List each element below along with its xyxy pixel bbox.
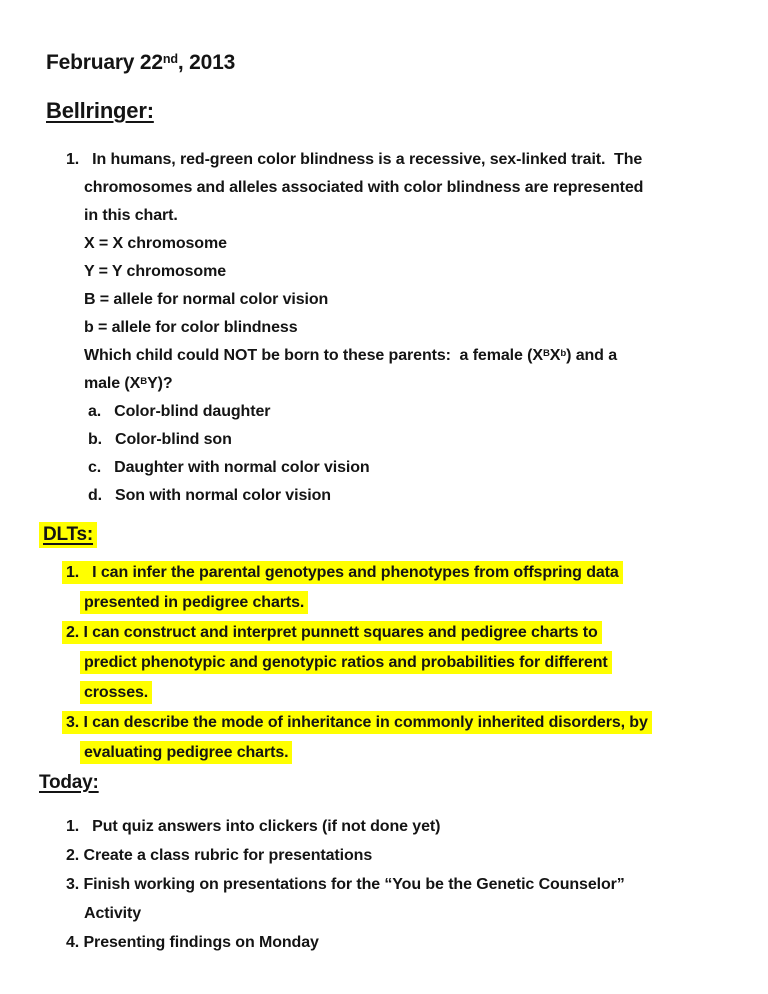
superscript-text: nd [162, 52, 178, 67]
text-line-content: 1. Put quiz answers into clickers (if not done yet) [66, 818, 441, 835]
text-segment: February 22 [46, 51, 163, 74]
text-line-content: chromosomes and alleles associated with color blindness are represented [84, 179, 644, 196]
text-line [66, 558, 748, 588]
superscript-text: B [542, 347, 550, 359]
text-line [66, 812, 748, 841]
text-line [84, 738, 748, 768]
list-item [88, 454, 748, 482]
text-segment: male (X [84, 375, 141, 392]
list-item [66, 558, 748, 618]
text-line [84, 314, 748, 342]
text-line-content [84, 375, 173, 392]
text-line-content: predict phenotypic and genotypic ratios and probabilities for different [80, 651, 612, 674]
dlts-heading [39, 522, 748, 548]
text-line-content: X = X chromosome [84, 235, 227, 252]
list-item [88, 482, 748, 510]
text-line-content: crosses. [80, 681, 152, 704]
text-line [66, 618, 748, 648]
text-segment: Which child could NOT be born to these parents: a female (X [84, 347, 543, 364]
list-item [66, 928, 748, 957]
text-line [66, 841, 748, 870]
text-segment: , 2013 [177, 51, 236, 74]
text-line [66, 708, 748, 738]
today-heading-text: Today: [39, 772, 99, 793]
text-line-content: in this chart. [84, 207, 178, 224]
dlts-heading-text: DLTs: [39, 522, 97, 548]
list-item [66, 841, 748, 870]
text-line [84, 648, 748, 678]
text-line-content: a. Color-blind daughter [88, 403, 271, 420]
text-line [84, 202, 748, 230]
text-line [84, 286, 748, 314]
list-item [66, 870, 748, 928]
text-segment: X [549, 347, 561, 364]
list-item [66, 146, 748, 398]
today-heading [39, 770, 748, 796]
text-line-content: Y = Y chromosome [84, 263, 227, 280]
text-line [88, 398, 748, 426]
text-line [66, 146, 748, 174]
superscript-text: B [140, 375, 148, 387]
list-item [88, 426, 748, 454]
text-line-content: b. Color-blind son [88, 431, 232, 448]
text-line-content: 4. Presenting findings on Monday [66, 934, 319, 951]
text-line [84, 230, 748, 258]
text-line-content: c. Daughter with normal color vision [88, 459, 370, 476]
text-line-content: Activity [84, 905, 141, 922]
text-line-content: 3. Finish working on presentations for the “You be the Genetic Counselor” [66, 876, 625, 893]
bellringer-list [66, 146, 748, 398]
today-list [66, 812, 748, 957]
dlts-list [66, 558, 748, 768]
text-line [84, 258, 748, 286]
superscript-text: b [560, 347, 567, 359]
text-line-content: b = allele for color blindness [84, 319, 298, 336]
text-line [66, 870, 748, 899]
text-line [84, 678, 748, 708]
text-line [84, 370, 748, 398]
text-line [66, 928, 748, 957]
text-line [84, 899, 748, 928]
text-line-content: 3. I can describe the mode of inheritance in commonly inherited disorders, by [62, 711, 652, 734]
text-segment: Y)? [147, 375, 173, 392]
bellringer-heading [46, 97, 748, 125]
list-item [66, 812, 748, 841]
text-line-content: 2. Create a class rubric for presentations [66, 847, 373, 864]
text-line [84, 588, 748, 618]
bellringer-heading-text: Bellringer: [46, 98, 154, 123]
text-line [88, 454, 748, 482]
text-line-content: presented in pedigree charts. [80, 591, 308, 614]
text-line [88, 482, 748, 510]
text-line-content: 1. In humans, red-green color blindness is a recessive, sex-linked trait. The [66, 151, 643, 168]
text-line-content [84, 347, 617, 364]
date-heading [46, 50, 748, 76]
list-item [66, 618, 748, 708]
list-item [66, 708, 748, 768]
text-line-content: d. Son with normal color vision [88, 487, 331, 504]
text-line-content: 1. I can infer the parental genotypes and phenotypes from offspring data [62, 561, 623, 584]
text-line [84, 342, 748, 370]
text-segment: ) and a [566, 347, 618, 364]
list-item [88, 398, 748, 426]
text-line [84, 174, 748, 202]
answer-choices-list [88, 398, 748, 510]
text-line-content: evaluating pedigree charts. [80, 741, 292, 764]
text-line [88, 426, 748, 454]
text-line-content: B = allele for normal color vision [84, 291, 329, 308]
text-line-content: 2. I can construct and interpret punnett squares and pedigree charts to [62, 621, 602, 644]
